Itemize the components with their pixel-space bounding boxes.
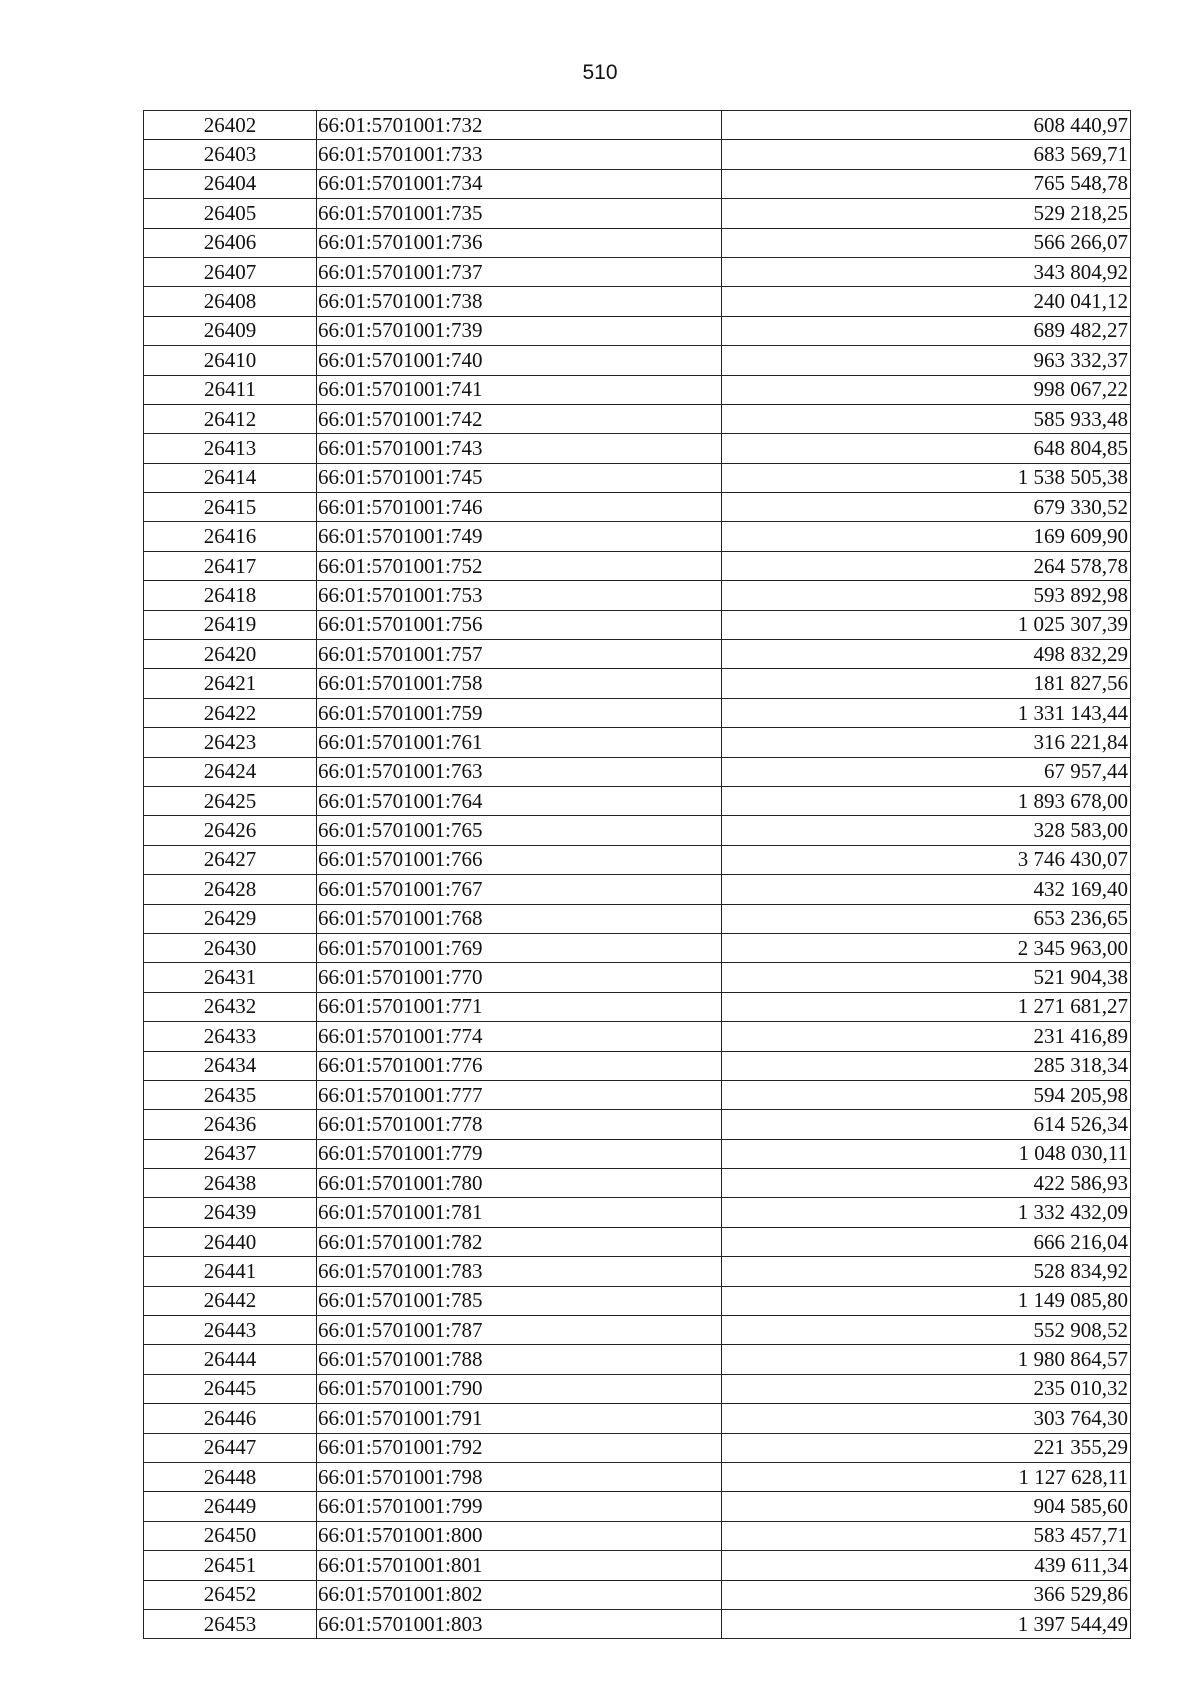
table-row — [144, 1139, 1131, 1168]
cadastral-value-cell: 1 048 030,11 — [722, 1139, 1131, 1168]
cadastral-number-cell: 66:01:5701001:736 — [317, 228, 722, 257]
cadastral-value-cell: 1 149 085,80 — [722, 1286, 1131, 1315]
row-number-cell: 26446 — [144, 1404, 317, 1433]
table-row — [144, 845, 1131, 874]
table-row — [144, 346, 1131, 375]
cadastral-number-cell: 66:01:5701001:761 — [317, 728, 722, 757]
cadastral-value-cell: 2 345 963,00 — [722, 933, 1131, 962]
row-number-cell: 26442 — [144, 1286, 317, 1315]
cadastral-value-cell: 169 609,90 — [722, 522, 1131, 551]
row-number-cell: 26435 — [144, 1080, 317, 1109]
table-row — [144, 1257, 1131, 1286]
table-row — [144, 1110, 1131, 1139]
row-number-cell: 26427 — [144, 845, 317, 874]
cadastral-number-cell: 66:01:5701001:752 — [317, 551, 722, 580]
cadastral-number-cell: 66:01:5701001:733 — [317, 140, 722, 169]
row-number-cell: 26430 — [144, 933, 317, 962]
cadastral-number-cell: 66:01:5701001:791 — [317, 1404, 722, 1433]
row-number-cell: 26447 — [144, 1433, 317, 1462]
cadastral-number-cell: 66:01:5701001:742 — [317, 404, 722, 433]
cadastral-number-cell: 66:01:5701001:734 — [317, 169, 722, 198]
table-row — [144, 904, 1131, 933]
table-row — [144, 463, 1131, 492]
cadastral-value-cell: 316 221,84 — [722, 728, 1131, 757]
table-row — [144, 640, 1131, 669]
cadastral-number-cell: 66:01:5701001:766 — [317, 845, 722, 874]
table-row — [144, 1551, 1131, 1580]
row-number-cell: 26421 — [144, 669, 317, 698]
cadastral-number-cell: 66:01:5701001:787 — [317, 1316, 722, 1345]
row-number-cell: 26404 — [144, 169, 317, 198]
cadastral-value-cell: 653 236,65 — [722, 904, 1131, 933]
row-number-cell: 26429 — [144, 904, 317, 933]
row-number-cell: 26440 — [144, 1227, 317, 1256]
cadastral-number-cell: 66:01:5701001:756 — [317, 610, 722, 639]
table-row — [144, 1609, 1131, 1638]
cadastral-value-cell: 1 025 307,39 — [722, 610, 1131, 639]
row-number-cell: 26426 — [144, 816, 317, 845]
table-row — [144, 757, 1131, 786]
cadastral-value-cell: 679 330,52 — [722, 493, 1131, 522]
cadastral-value-cell: 765 548,78 — [722, 169, 1131, 198]
row-number-cell: 26405 — [144, 199, 317, 228]
row-number-cell: 26438 — [144, 1169, 317, 1198]
table-row — [144, 404, 1131, 433]
cadastral-number-cell: 66:01:5701001:776 — [317, 1051, 722, 1080]
table-row — [144, 728, 1131, 757]
cadastral-number-cell: 66:01:5701001:769 — [317, 933, 722, 962]
cadastral-value-cell: 67 957,44 — [722, 757, 1131, 786]
row-number-cell: 26441 — [144, 1257, 317, 1286]
row-number-cell: 26402 — [144, 111, 317, 140]
cadastral-value-cell: 3 746 430,07 — [722, 845, 1131, 874]
table-row — [144, 1580, 1131, 1609]
cadastral-number-cell: 66:01:5701001:768 — [317, 904, 722, 933]
cadastral-value-cell: 1 538 505,38 — [722, 463, 1131, 492]
cadastral-number-cell: 66:01:5701001:792 — [317, 1433, 722, 1462]
cadastral-value-cell: 528 834,92 — [722, 1257, 1131, 1286]
row-number-cell: 26439 — [144, 1198, 317, 1227]
cadastral-number-cell: 66:01:5701001:765 — [317, 816, 722, 845]
row-number-cell: 26453 — [144, 1609, 317, 1638]
table-row — [144, 1169, 1131, 1198]
cadastral-number-cell: 66:01:5701001:781 — [317, 1198, 722, 1227]
cadastral-value-table — [143, 110, 1131, 1639]
row-number-cell: 26411 — [144, 375, 317, 404]
table-row — [144, 1316, 1131, 1345]
row-number-cell: 26434 — [144, 1051, 317, 1080]
cadastral-value-cell: 614 526,34 — [722, 1110, 1131, 1139]
cadastral-value-cell: 343 804,92 — [722, 257, 1131, 286]
cadastral-value-cell: 235 010,32 — [722, 1374, 1131, 1403]
cadastral-number-cell: 66:01:5701001:803 — [317, 1609, 722, 1638]
table-row — [144, 111, 1131, 140]
row-number-cell: 26416 — [144, 522, 317, 551]
row-number-cell: 26437 — [144, 1139, 317, 1168]
cadastral-value-cell: 585 933,48 — [722, 404, 1131, 433]
cadastral-number-cell: 66:01:5701001:770 — [317, 963, 722, 992]
table-row — [144, 140, 1131, 169]
cadastral-number-cell: 66:01:5701001:801 — [317, 1551, 722, 1580]
row-number-cell: 26449 — [144, 1492, 317, 1521]
row-number-cell: 26418 — [144, 581, 317, 610]
cadastral-number-cell: 66:01:5701001:735 — [317, 199, 722, 228]
row-number-cell: 26452 — [144, 1580, 317, 1609]
table-row — [144, 1345, 1131, 1374]
cadastral-value-cell: 328 583,00 — [722, 816, 1131, 845]
table-body — [144, 111, 1131, 1639]
table-row — [144, 669, 1131, 698]
row-number-cell: 26412 — [144, 404, 317, 433]
cadastral-number-cell: 66:01:5701001:745 — [317, 463, 722, 492]
cadastral-value-cell: 366 529,86 — [722, 1580, 1131, 1609]
row-number-cell: 26410 — [144, 346, 317, 375]
table-row — [144, 1198, 1131, 1227]
cadastral-value-cell: 1 893 678,00 — [722, 786, 1131, 815]
table-row — [144, 1374, 1131, 1403]
cadastral-number-cell: 66:01:5701001:778 — [317, 1110, 722, 1139]
row-number-cell: 26433 — [144, 1022, 317, 1051]
cadastral-value-cell: 498 832,29 — [722, 640, 1131, 669]
cadastral-number-cell: 66:01:5701001:771 — [317, 992, 722, 1021]
cadastral-number-cell: 66:01:5701001:759 — [317, 698, 722, 727]
cadastral-number-cell: 66:01:5701001:798 — [317, 1462, 722, 1491]
row-number-cell: 26428 — [144, 875, 317, 904]
table-row — [144, 228, 1131, 257]
cadastral-number-cell: 66:01:5701001:763 — [317, 757, 722, 786]
row-number-cell: 26444 — [144, 1345, 317, 1374]
cadastral-value-cell: 683 569,71 — [722, 140, 1131, 169]
cadastral-value-cell: 904 585,60 — [722, 1492, 1131, 1521]
row-number-cell: 26417 — [144, 551, 317, 580]
cadastral-number-cell: 66:01:5701001:777 — [317, 1080, 722, 1109]
row-number-cell: 26419 — [144, 610, 317, 639]
cadastral-number-cell: 66:01:5701001:741 — [317, 375, 722, 404]
cadastral-value-cell: 998 067,22 — [722, 375, 1131, 404]
cadastral-number-cell: 66:01:5701001:799 — [317, 1492, 722, 1521]
table-row — [144, 1080, 1131, 1109]
table-row — [144, 992, 1131, 1021]
cadastral-number-cell: 66:01:5701001:757 — [317, 640, 722, 669]
cadastral-number-cell: 66:01:5701001:749 — [317, 522, 722, 551]
table-row — [144, 963, 1131, 992]
cadastral-value-cell: 666 216,04 — [722, 1227, 1131, 1256]
table-row — [144, 610, 1131, 639]
cadastral-value-cell: 689 482,27 — [722, 316, 1131, 345]
row-number-cell: 26406 — [144, 228, 317, 257]
table-row — [144, 1433, 1131, 1462]
row-number-cell: 26414 — [144, 463, 317, 492]
cadastral-number-cell: 66:01:5701001:740 — [317, 346, 722, 375]
cadastral-value-cell: 181 827,56 — [722, 669, 1131, 698]
table-row — [144, 287, 1131, 316]
cadastral-number-cell: 66:01:5701001:802 — [317, 1580, 722, 1609]
row-number-cell: 26409 — [144, 316, 317, 345]
cadastral-value-cell: 594 205,98 — [722, 1080, 1131, 1109]
table-row — [144, 581, 1131, 610]
cadastral-number-cell: 66:01:5701001:782 — [317, 1227, 722, 1256]
cadastral-value-cell: 1 331 143,44 — [722, 698, 1131, 727]
cadastral-value-cell: 231 416,89 — [722, 1022, 1131, 1051]
table-row — [144, 434, 1131, 463]
cadastral-value-cell: 1 271 681,27 — [722, 992, 1131, 1021]
cadastral-number-cell: 66:01:5701001:738 — [317, 287, 722, 316]
cadastral-number-cell: 66:01:5701001:774 — [317, 1022, 722, 1051]
row-number-cell: 26415 — [144, 493, 317, 522]
cadastral-number-cell: 66:01:5701001:783 — [317, 1257, 722, 1286]
row-number-cell: 26407 — [144, 257, 317, 286]
cadastral-value-cell: 648 804,85 — [722, 434, 1131, 463]
cadastral-value-cell: 552 908,52 — [722, 1316, 1131, 1345]
cadastral-number-cell: 66:01:5701001:753 — [317, 581, 722, 610]
row-number-cell: 26425 — [144, 786, 317, 815]
row-number-cell: 26436 — [144, 1110, 317, 1139]
table-row — [144, 493, 1131, 522]
row-number-cell: 26448 — [144, 1462, 317, 1491]
table-row — [144, 199, 1131, 228]
table-row — [144, 316, 1131, 345]
cadastral-value-cell: 432 169,40 — [722, 875, 1131, 904]
cadastral-value-cell: 529 218,25 — [722, 199, 1131, 228]
table-row — [144, 698, 1131, 727]
cadastral-value-cell: 963 332,37 — [722, 346, 1131, 375]
row-number-cell: 26445 — [144, 1374, 317, 1403]
cadastral-value-cell: 521 904,38 — [722, 963, 1131, 992]
row-number-cell: 26403 — [144, 140, 317, 169]
row-number-cell: 26422 — [144, 698, 317, 727]
row-number-cell: 26423 — [144, 728, 317, 757]
table-row — [144, 1462, 1131, 1491]
table-row — [144, 257, 1131, 286]
table-row — [144, 1492, 1131, 1521]
table-row — [144, 933, 1131, 962]
page-number: 510 — [582, 61, 618, 84]
cadastral-value-cell: 221 355,29 — [722, 1433, 1131, 1462]
cadastral-value-cell: 240 041,12 — [722, 287, 1131, 316]
table-row — [144, 522, 1131, 551]
cadastral-number-cell: 66:01:5701001:785 — [317, 1286, 722, 1315]
cadastral-number-cell: 66:01:5701001:779 — [317, 1139, 722, 1168]
cadastral-number-cell: 66:01:5701001:767 — [317, 875, 722, 904]
cadastral-number-cell: 66:01:5701001:739 — [317, 316, 722, 345]
row-number-cell: 26443 — [144, 1316, 317, 1345]
row-number-cell: 26424 — [144, 757, 317, 786]
cadastral-value-cell: 583 457,71 — [722, 1521, 1131, 1550]
table-row — [144, 551, 1131, 580]
cadastral-number-cell: 66:01:5701001:764 — [317, 786, 722, 815]
cadastral-value-cell: 303 764,30 — [722, 1404, 1131, 1433]
cadastral-number-cell: 66:01:5701001:790 — [317, 1374, 722, 1403]
cadastral-value-cell: 1 397 544,49 — [722, 1609, 1131, 1638]
cadastral-value-table-container — [143, 110, 1130, 1639]
row-number-cell: 26420 — [144, 640, 317, 669]
row-number-cell: 26431 — [144, 963, 317, 992]
table-row — [144, 375, 1131, 404]
cadastral-number-cell: 66:01:5701001:737 — [317, 257, 722, 286]
cadastral-value-cell: 608 440,97 — [722, 111, 1131, 140]
table-row — [144, 1521, 1131, 1550]
cadastral-number-cell: 66:01:5701001:800 — [317, 1521, 722, 1550]
cadastral-value-cell: 593 892,98 — [722, 581, 1131, 610]
table-row — [144, 1404, 1131, 1433]
row-number-cell: 26451 — [144, 1551, 317, 1580]
cadastral-value-cell: 264 578,78 — [722, 551, 1131, 580]
row-number-cell: 26408 — [144, 287, 317, 316]
cadastral-number-cell: 66:01:5701001:788 — [317, 1345, 722, 1374]
table-row — [144, 816, 1131, 845]
table-row — [144, 1286, 1131, 1315]
cadastral-value-cell: 1 980 864,57 — [722, 1345, 1131, 1374]
cadastral-value-cell: 439 611,34 — [722, 1551, 1131, 1580]
table-row — [144, 169, 1131, 198]
row-number-cell: 26413 — [144, 434, 317, 463]
cadastral-number-cell: 66:01:5701001:758 — [317, 669, 722, 698]
cadastral-value-cell: 1 332 432,09 — [722, 1198, 1131, 1227]
table-row — [144, 786, 1131, 815]
row-number-cell: 26432 — [144, 992, 317, 1021]
cadastral-value-cell: 422 586,93 — [722, 1169, 1131, 1198]
table-row — [144, 1227, 1131, 1256]
cadastral-number-cell: 66:01:5701001:743 — [317, 434, 722, 463]
table-row — [144, 1051, 1131, 1080]
cadastral-number-cell: 66:01:5701001:746 — [317, 493, 722, 522]
cadastral-value-cell: 285 318,34 — [722, 1051, 1131, 1080]
table-row — [144, 1022, 1131, 1051]
row-number-cell: 26450 — [144, 1521, 317, 1550]
cadastral-value-cell: 566 266,07 — [722, 228, 1131, 257]
cadastral-number-cell: 66:01:5701001:780 — [317, 1169, 722, 1198]
cadastral-value-cell: 1 127 628,11 — [722, 1462, 1131, 1491]
cadastral-number-cell: 66:01:5701001:732 — [317, 111, 722, 140]
table-row — [144, 875, 1131, 904]
